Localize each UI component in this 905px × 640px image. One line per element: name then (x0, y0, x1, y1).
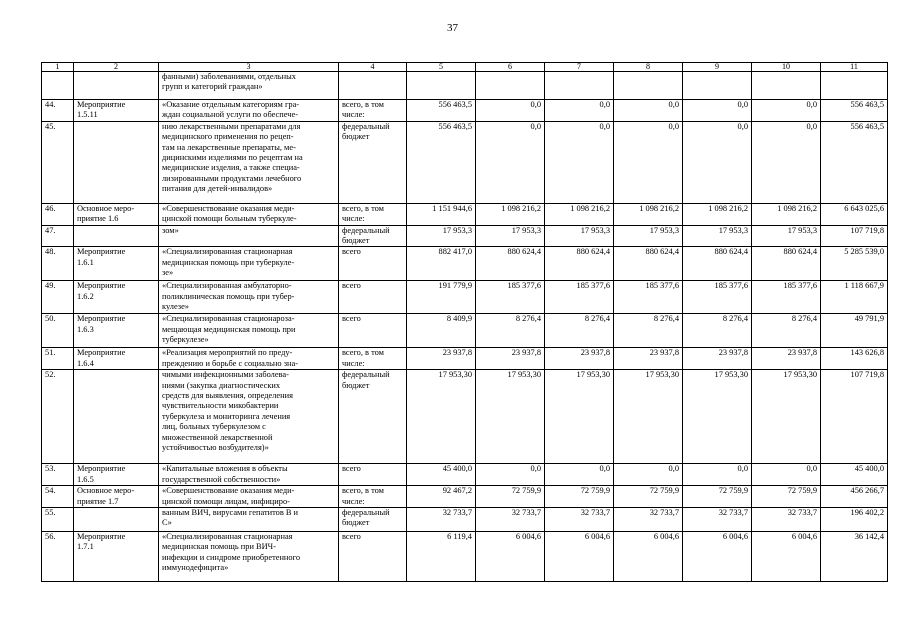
value-cell: 49 791,9 (821, 314, 888, 348)
value-cell: 0,0 (545, 100, 614, 122)
measure-name (74, 225, 159, 247)
value-cell: 6 004,6 (476, 532, 545, 582)
value-cell: 107 719,8 (821, 225, 888, 247)
value-cell: 17 953,3 (476, 225, 545, 247)
row-number: 49. (42, 281, 74, 314)
value-cell: 143 626,8 (821, 348, 888, 370)
table-row (42, 314, 888, 348)
value-cell: 8 276,4 (545, 314, 614, 348)
measure-description: нию лекарственными препаратами для медицинского применения по рецеп- там на лекарственные препараты, ме- дицинскими изделиями по рецептам на медицинские изделия, а также специа- лизированными продуктами лечебного питания для детей-инвалидов» (159, 121, 339, 203)
measure-description: зом» (159, 225, 339, 247)
value-cell: 556 463,5 (407, 100, 476, 122)
funding-source: федеральный бюджет (339, 225, 407, 247)
funding-source: всего, в том числе: (339, 100, 407, 122)
cell-desc: фанными) заболеваниями, отдельных групп и категорий граждан» (159, 72, 339, 100)
value-cell: 0,0 (476, 464, 545, 486)
measure-description: «Реализация мероприятий по преду- преждению и борьбе с социально зна- (159, 348, 339, 370)
funding-source: федеральный бюджет (339, 121, 407, 203)
cell-value (476, 72, 545, 100)
value-cell: 8 276,4 (752, 314, 821, 348)
value-cell: 0,0 (614, 464, 683, 486)
funding-source: всего (339, 464, 407, 486)
value-cell: 32 733,7 (683, 508, 752, 532)
column-header: 7 (545, 63, 614, 72)
column-header: 11 (821, 63, 888, 72)
column-header: 3 (159, 63, 339, 72)
row-number: 53. (42, 464, 74, 486)
row-number: 50. (42, 314, 74, 348)
value-cell: 8 409,9 (407, 314, 476, 348)
cell-value (614, 72, 683, 100)
value-cell: 6 119,4 (407, 532, 476, 582)
funding-source: всего (339, 247, 407, 281)
value-cell: 5 285 539,0 (821, 247, 888, 281)
value-cell: 0,0 (614, 100, 683, 122)
value-cell: 23 937,8 (683, 348, 752, 370)
value-cell: 456 266,7 (821, 486, 888, 508)
column-header: 8 (614, 63, 683, 72)
value-cell: 72 759,9 (614, 486, 683, 508)
value-cell: 1 098 216,2 (752, 203, 821, 225)
measure-description: «Специализированная амбулаторно- поликлиническая помощь при тубер- кулезе» (159, 281, 339, 314)
value-cell: 17 953,30 (545, 370, 614, 464)
value-cell: 72 759,9 (545, 486, 614, 508)
measure-description: чимыми инфекционными заболева- ниями (закупка диагностических средств для выявления, определения чувствительности микобактерии туберкулеза и мониторинга лечения лиц, больных туберкулезом с множественной лекарственной устойчивостью возбудителя)» (159, 370, 339, 464)
value-cell: 17 953,30 (752, 370, 821, 464)
cell-idx (42, 72, 74, 100)
measure-name (74, 121, 159, 203)
measure-name: Мероприятие 1.6.4 (74, 348, 159, 370)
value-cell: 0,0 (683, 121, 752, 203)
value-cell: 185 377,6 (752, 281, 821, 314)
measure-name: Мероприятие 1.6.1 (74, 247, 159, 281)
value-cell: 17 953,3 (683, 225, 752, 247)
value-cell: 0,0 (545, 464, 614, 486)
value-cell: 882 417,0 (407, 247, 476, 281)
value-cell: 32 733,7 (614, 508, 683, 532)
column-header: 2 (74, 63, 159, 72)
value-cell: 1 118 667,9 (821, 281, 888, 314)
row-number: 47. (42, 225, 74, 247)
measure-name (74, 370, 159, 464)
value-cell: 17 953,30 (407, 370, 476, 464)
value-cell: 0,0 (614, 121, 683, 203)
budget-table (41, 62, 888, 582)
table-row (42, 281, 888, 314)
funding-source: всего (339, 532, 407, 582)
row-number: 55. (42, 508, 74, 532)
value-cell: 32 733,7 (407, 508, 476, 532)
value-cell: 0,0 (752, 100, 821, 122)
cell-value (752, 72, 821, 100)
funding-source: федеральный бюджет (339, 370, 407, 464)
value-cell: 17 953,3 (752, 225, 821, 247)
table-row (42, 348, 888, 370)
value-cell: 196 402,2 (821, 508, 888, 532)
column-header: 9 (683, 63, 752, 72)
continuation-row (42, 72, 888, 100)
value-cell: 32 733,7 (476, 508, 545, 532)
measure-name: Мероприятие 1.6.5 (74, 464, 159, 486)
value-cell: 556 463,5 (821, 100, 888, 122)
measure-description: «Совершенствование оказания меди- цинской помощи лицам, инфициро- (159, 486, 339, 508)
measure-description: «Специализированная стационароза- мещающая медицинская помощь при туберкулезе» (159, 314, 339, 348)
measure-name: Основное меро- приятие 1.6 (74, 203, 159, 225)
table-row (42, 508, 888, 532)
value-cell: 17 953,30 (476, 370, 545, 464)
value-cell: 0,0 (545, 121, 614, 203)
cell-value (545, 72, 614, 100)
measure-name: Основное меро- приятие 1.7 (74, 486, 159, 508)
value-cell: 45 400,0 (407, 464, 476, 486)
value-cell: 17 953,3 (407, 225, 476, 247)
value-cell: 1 098 216,2 (683, 203, 752, 225)
table-row (42, 532, 888, 582)
value-cell: 880 624,4 (752, 247, 821, 281)
value-cell: 185 377,6 (545, 281, 614, 314)
page-number: 37 (447, 22, 458, 34)
cell-value (683, 72, 752, 100)
value-cell: 8 276,4 (614, 314, 683, 348)
value-cell: 72 759,9 (752, 486, 821, 508)
column-header: 4 (339, 63, 407, 72)
measure-name: Мероприятие 1.7.1 (74, 532, 159, 582)
row-number: 56. (42, 532, 74, 582)
value-cell: 107 719,8 (821, 370, 888, 464)
measure-name (74, 508, 159, 532)
value-cell: 191 779,9 (407, 281, 476, 314)
value-cell: 17 953,3 (614, 225, 683, 247)
funding-source: всего (339, 314, 407, 348)
value-cell: 1 098 216,2 (614, 203, 683, 225)
value-cell: 185 377,6 (476, 281, 545, 314)
row-number: 45. (42, 121, 74, 203)
value-cell: 36 142,4 (821, 532, 888, 582)
value-cell: 17 953,3 (545, 225, 614, 247)
value-cell: 0,0 (752, 464, 821, 486)
header-row (42, 63, 888, 72)
value-cell: 880 624,4 (476, 247, 545, 281)
table-row (42, 247, 888, 281)
cell-src (339, 72, 407, 100)
measure-name: Мероприятие 1.5.11 (74, 100, 159, 122)
value-cell: 1 151 944,6 (407, 203, 476, 225)
cell-value (407, 72, 476, 100)
value-cell: 0,0 (683, 464, 752, 486)
value-cell: 185 377,6 (614, 281, 683, 314)
measure-description: «Специализированная стационарная медицинская помощь при ВИЧ- инфекции и синдроме приобретенного иммунодефицита» (159, 532, 339, 582)
value-cell: 880 624,4 (614, 247, 683, 281)
value-cell: 72 759,9 (683, 486, 752, 508)
row-number: 54. (42, 486, 74, 508)
column-header: 5 (407, 63, 476, 72)
cell-name (74, 72, 159, 100)
value-cell: 880 624,4 (683, 247, 752, 281)
value-cell: 17 953,30 (683, 370, 752, 464)
value-cell: 556 463,5 (821, 121, 888, 203)
value-cell: 1 098 216,2 (476, 203, 545, 225)
column-header: 10 (752, 63, 821, 72)
column-header: 6 (476, 63, 545, 72)
measure-description: «Совершенствование оказания меди- цинской помощи больным туберкуле- (159, 203, 339, 225)
row-number: 52. (42, 370, 74, 464)
value-cell: 880 624,4 (545, 247, 614, 281)
measure-description: «Капитальные вложения в объекты государственной собственности» (159, 464, 339, 486)
value-cell: 8 276,4 (476, 314, 545, 348)
value-cell: 92 467,2 (407, 486, 476, 508)
measure-name: Мероприятие 1.6.2 (74, 281, 159, 314)
value-cell: 0,0 (683, 100, 752, 122)
funding-source: федеральный бюджет (339, 508, 407, 532)
table-row (42, 225, 888, 247)
table-row (42, 486, 888, 508)
value-cell: 6 004,6 (545, 532, 614, 582)
value-cell: 23 937,8 (614, 348, 683, 370)
funding-source: всего (339, 281, 407, 314)
value-cell: 556 463,5 (407, 121, 476, 203)
value-cell: 45 400,0 (821, 464, 888, 486)
value-cell: 32 733,7 (752, 508, 821, 532)
value-cell: 17 953,30 (614, 370, 683, 464)
value-cell: 0,0 (476, 121, 545, 203)
value-cell: 23 937,8 (407, 348, 476, 370)
value-cell: 23 937,8 (752, 348, 821, 370)
value-cell: 1 098 216,2 (545, 203, 614, 225)
row-number: 51. (42, 348, 74, 370)
funding-source: всего, в том числе: (339, 348, 407, 370)
measure-description: ванным ВИЧ, вирусами гепатитов В и С» (159, 508, 339, 532)
table-row (42, 370, 888, 464)
row-number: 48. (42, 247, 74, 281)
value-cell: 0,0 (752, 121, 821, 203)
cell-value (821, 72, 888, 100)
value-cell: 8 276,4 (683, 314, 752, 348)
value-cell: 6 004,6 (614, 532, 683, 582)
value-cell: 23 937,8 (545, 348, 614, 370)
value-cell: 6 004,6 (752, 532, 821, 582)
table-row (42, 121, 888, 203)
row-number: 46. (42, 203, 74, 225)
row-number: 44. (42, 100, 74, 122)
column-header: 1 (42, 63, 74, 72)
measure-description: «Оказание отдельным категориям гра- ждан социальной услуги по обеспече- (159, 100, 339, 122)
value-cell: 6 004,6 (683, 532, 752, 582)
value-cell: 6 643 025,6 (821, 203, 888, 225)
table-row (42, 100, 888, 122)
funding-source: всего, в том числе: (339, 203, 407, 225)
measure-name: Мероприятие 1.6.3 (74, 314, 159, 348)
funding-source: всего, в том числе: (339, 486, 407, 508)
value-cell: 185 377,6 (683, 281, 752, 314)
value-cell: 23 937,8 (476, 348, 545, 370)
measure-description: «Специализированная стационарная медицинская помощь при туберкуле- зе» (159, 247, 339, 281)
value-cell: 32 733,7 (545, 508, 614, 532)
value-cell: 72 759,9 (476, 486, 545, 508)
table-row (42, 464, 888, 486)
value-cell: 0,0 (476, 100, 545, 122)
table-row (42, 203, 888, 225)
